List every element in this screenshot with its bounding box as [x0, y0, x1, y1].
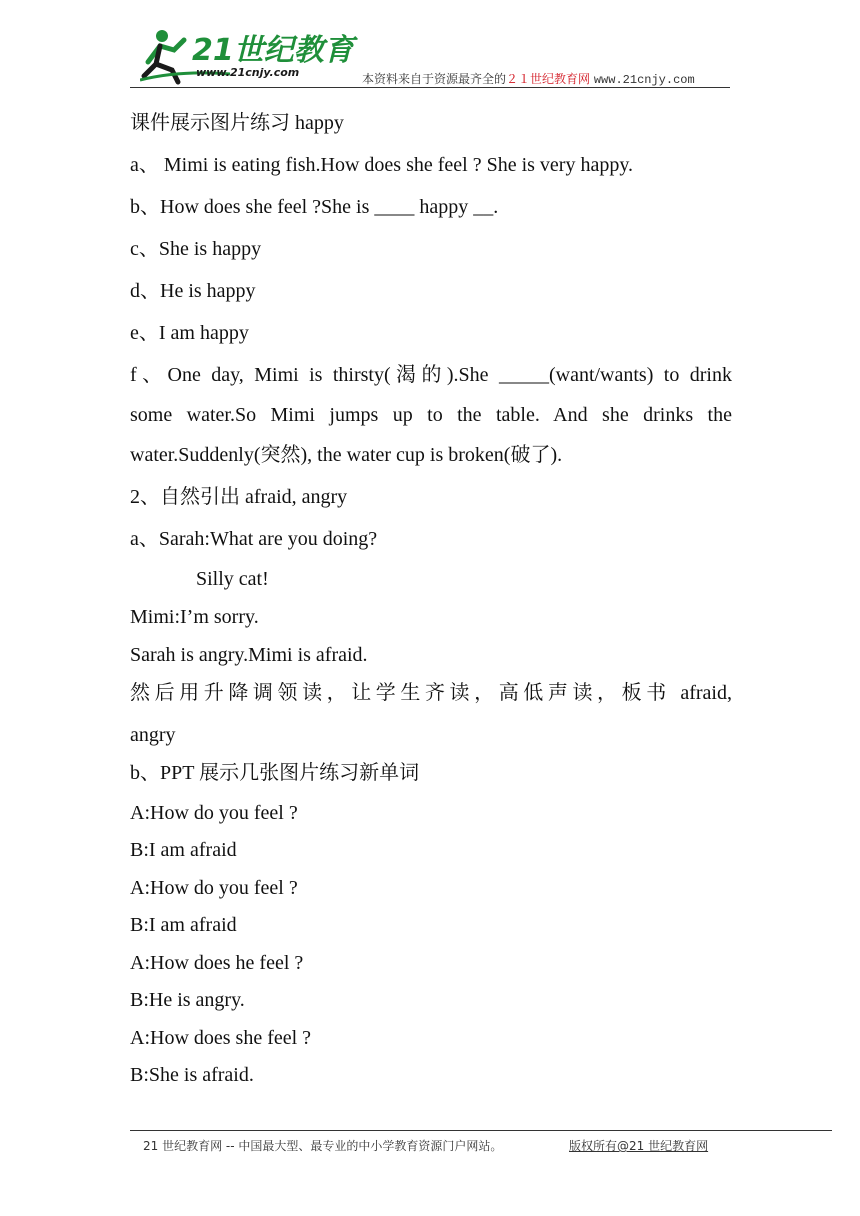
- exercise-b: b、How does she feel ?She is ____ happy __.: [130, 196, 499, 218]
- practice-a4: B:She is afraid.: [130, 1064, 254, 1086]
- header-source-note: [362, 70, 695, 87]
- story-line-2: some water.So Mimi jumps up to the table. And she drinks the: [130, 404, 732, 426]
- source-prefix: 本资料来自于资源最齐全的: [362, 72, 507, 86]
- exercise-e: e、I am happy: [130, 322, 249, 344]
- practice-q3: A:How does he feel ?: [130, 952, 304, 974]
- site-logo: [140, 24, 360, 86]
- practice-a3: B:He is angry.: [130, 989, 245, 1011]
- exercise-d: d、He is happy: [130, 280, 256, 302]
- dialog-summary: Sarah is angry.Mimi is afraid.: [130, 644, 368, 666]
- practice-a2: B:I am afraid: [130, 914, 237, 936]
- source-url[interactable]: www.21cnjy.com: [593, 73, 695, 87]
- practice-q2: A:How do you feel ?: [130, 877, 298, 899]
- logo-url: www.21cnjy.com: [196, 66, 300, 79]
- page-header: [130, 22, 730, 88]
- exercise-a: a、 Mimi is eating fish.How does she feel ? She is very happy.: [130, 154, 634, 176]
- section-heading: 课件展示图片练习 happy: [130, 112, 344, 134]
- practice-q4: A:How does she feel ?: [130, 1027, 312, 1049]
- dialog-mimi: Mimi:I’m sorry.: [130, 606, 259, 628]
- footer-description: 21 世纪教育网 -- 中国最大型、最专业的中小学教育资源门户网站。: [143, 1139, 503, 1153]
- footer-copyright-link[interactable]: 版权所有@21 世纪教育网: [569, 1139, 709, 1153]
- section-b-heading: b、PPT 展示几张图片练习新单词: [130, 762, 420, 784]
- footer-divider: [130, 1130, 832, 1131]
- instruction-line-2: angry: [130, 724, 176, 746]
- practice-a1: B:I am afraid: [130, 839, 237, 861]
- source-site: ２１世纪教育网: [506, 72, 591, 86]
- practice-q1: A:How do you feel ?: [130, 802, 298, 824]
- dialog-sarah: a、Sarah:What are you doing?: [130, 528, 378, 550]
- exercise-c: c、She is happy: [130, 238, 262, 260]
- logo-wordmark: 21世纪教育: [192, 33, 354, 68]
- instruction-line-1: 然后用升降调领读，让学生齐读，高低声读，板书 afraid,: [130, 682, 732, 704]
- page-footer: [143, 1137, 709, 1154]
- header-divider: [130, 87, 730, 88]
- story-line-1: f、One day, Mimi is thirsty(渴的).She _____(want/wants) to drink: [130, 364, 732, 386]
- story-line-3: water.Suddenly(突然), the water cup is broken(破了).: [130, 444, 563, 466]
- dialog-silly-cat: Silly cat!: [196, 568, 269, 590]
- section-2-heading: 2、自然引出 afraid, angry: [130, 486, 348, 508]
